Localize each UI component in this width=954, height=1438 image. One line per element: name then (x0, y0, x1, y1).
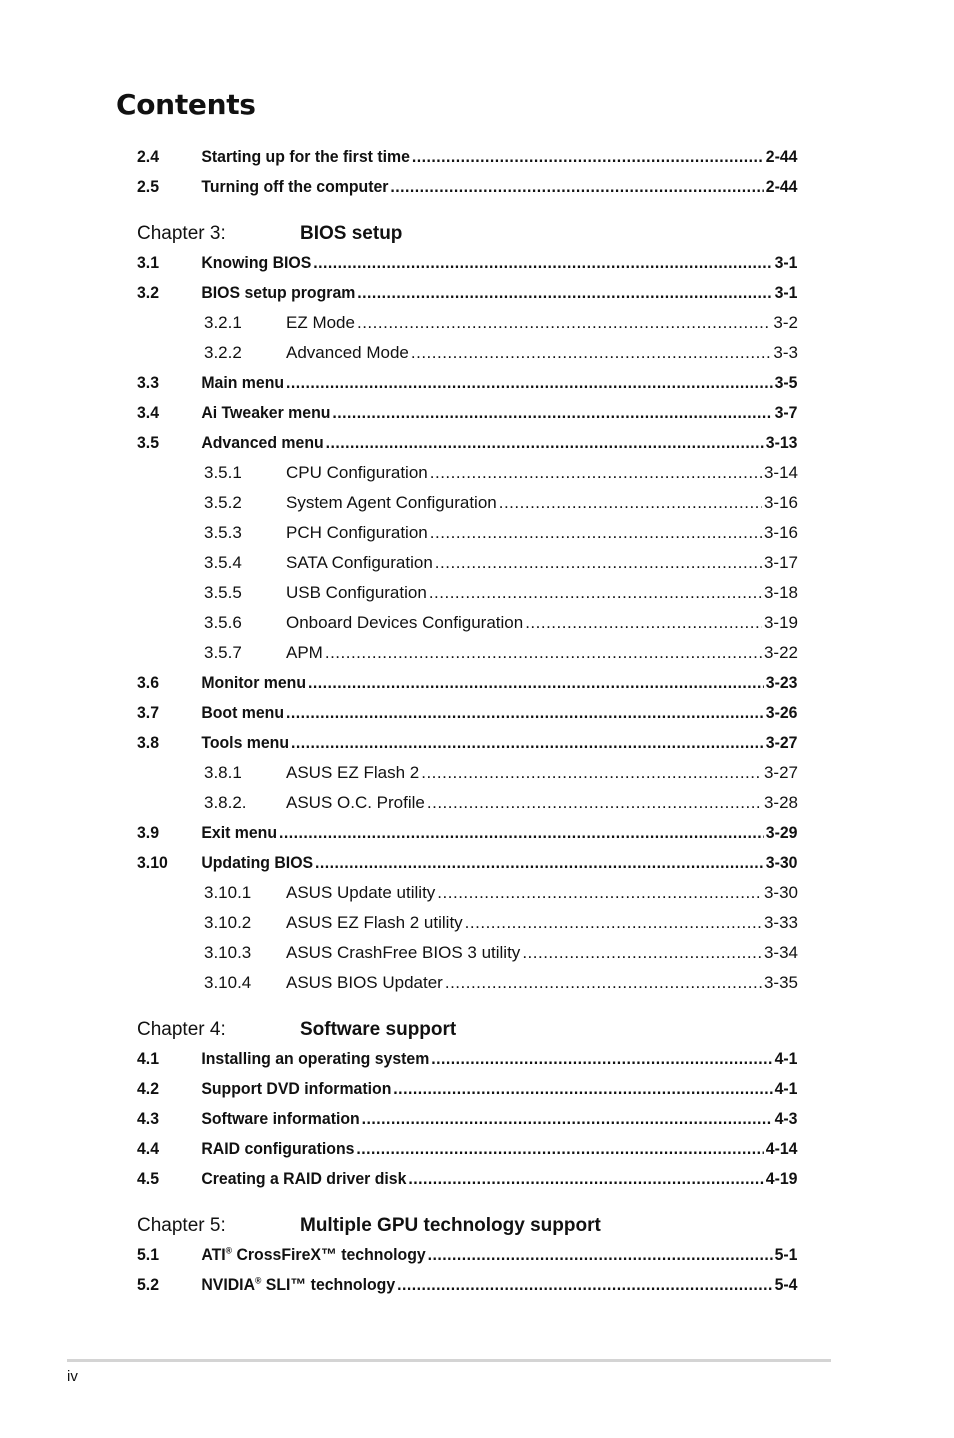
entry-title-text: Knowing BIOS (201, 254, 312, 272)
entry-title-text: BIOS setup program (201, 284, 356, 302)
entry-page: 3-30 (763, 883, 798, 902)
toc-entry[interactable] (137, 968, 798, 998)
chapter-label: Chapter 5: (137, 1215, 226, 1236)
entry-number: 3.3 (137, 374, 160, 392)
entry-title-text: Software information (201, 1110, 360, 1128)
entry-title-text: Exit menu (201, 824, 278, 842)
entry-number: 3.2.1 (204, 313, 242, 332)
entry-title-text: Tools menu (201, 734, 290, 752)
toc-entry[interactable] (137, 1134, 797, 1164)
dot-leader (279, 818, 764, 848)
entry-title-text: Onboard Devices Configuration (286, 613, 524, 632)
entry-title (286, 878, 435, 908)
toc-entry[interactable] (137, 728, 797, 758)
entry-title (286, 458, 428, 488)
dot-leader (308, 668, 764, 698)
entry-number: 3.5.3 (204, 523, 242, 542)
chapter-title: Multiple GPU technology support (300, 1215, 601, 1236)
entry-title (286, 488, 497, 518)
entry-title-text: System Agent Configuration (286, 493, 497, 512)
dot-leader (412, 142, 764, 172)
entry-page: 3-3 (773, 343, 798, 362)
entry-page: 4-14 (765, 1140, 798, 1158)
entry-title-text: Turning off the computer (201, 178, 389, 196)
toc-entry[interactable] (137, 908, 798, 938)
entry-title (201, 1074, 391, 1104)
entry-page: 3-27 (765, 734, 798, 752)
toc-entry[interactable] (137, 1104, 797, 1134)
entry-page: 3-14 (763, 463, 798, 482)
dot-leader (326, 428, 764, 458)
entry-title (286, 758, 419, 788)
dot-leader (332, 398, 772, 428)
toc-entry[interactable] (137, 818, 797, 848)
entry-title-text: ASUS O.C. Profile (286, 793, 425, 812)
dot-leader (428, 1240, 773, 1270)
dot-leader (362, 1104, 773, 1134)
entry-title (286, 338, 409, 368)
chapter-heading (137, 1194, 798, 1240)
entry-title (201, 818, 277, 848)
entry-page: 3-13 (765, 434, 798, 452)
entry-title (201, 1104, 359, 1134)
dot-leader (421, 758, 762, 788)
entry-title-text: CPU Configuration (286, 463, 428, 482)
dot-leader (427, 788, 762, 818)
entry-title (201, 278, 355, 308)
entry-number: 3.8.1 (204, 763, 242, 782)
chapter-heading (137, 998, 798, 1044)
dot-leader (437, 878, 762, 908)
chapter-heading (137, 202, 798, 248)
entry-number: 3.5.1 (204, 463, 242, 482)
entry-page: 3-1 (774, 284, 798, 302)
entry-title-text: Advanced menu (201, 434, 324, 452)
toc-entry[interactable] (137, 172, 797, 202)
toc-entry[interactable] (137, 788, 798, 818)
entry-title-text: Monitor menu (201, 674, 307, 692)
entry-title-text: NVIDIA (201, 1276, 256, 1294)
entry-number: 3.5.2 (204, 493, 242, 512)
toc-entry[interactable] (137, 878, 798, 908)
entry-title (286, 608, 523, 638)
entry-number: 3.8.2. (204, 793, 247, 812)
toc-entry[interactable] (137, 368, 797, 398)
entry-page: 3-27 (763, 763, 798, 782)
entry-title (201, 368, 284, 398)
entry-title (201, 668, 306, 698)
entry-number: 3.10 (137, 854, 168, 872)
entry-page: 3-26 (765, 704, 798, 722)
entry-page: 5-4 (774, 1276, 798, 1294)
toc-entry[interactable] (137, 1164, 797, 1194)
entry-title (201, 728, 289, 758)
entry-page: 3-17 (763, 553, 798, 572)
entry-title-text: SATA Configuration (286, 553, 433, 572)
entry-page: 3-16 (763, 523, 798, 542)
toc-entry[interactable] (137, 142, 797, 172)
dot-leader (286, 698, 764, 728)
toc-entry[interactable] (137, 518, 798, 548)
entry-title-text: Installing an operating system (201, 1050, 430, 1068)
entry-number: 2.4 (137, 148, 160, 166)
toc-entry[interactable] (137, 698, 797, 728)
page-number: iv (67, 1368, 78, 1385)
entry-page: 3-35 (763, 973, 798, 992)
entry-title-text: ASUS CrashFree BIOS 3 utility (286, 943, 521, 962)
entry-title (201, 172, 388, 202)
entry-number: 4.4 (137, 1140, 160, 1158)
toc-entry[interactable] (137, 1044, 797, 1074)
entry-number: 3.2 (137, 284, 160, 302)
dot-leader (315, 848, 764, 878)
entry-title-text: ASUS Update utility (286, 883, 436, 902)
chapter-label: Chapter 4: (137, 1019, 226, 1040)
entry-title-text: Boot menu (201, 704, 285, 722)
entry-page: 3-30 (765, 854, 798, 872)
chapter-label: Chapter 3: (137, 223, 226, 244)
entry-number: 4.2 (137, 1080, 160, 1098)
dot-leader (411, 338, 772, 368)
entry-page: 3-1 (774, 254, 798, 272)
toc-entry[interactable] (137, 608, 798, 638)
entry-number: 3.5.4 (204, 553, 242, 572)
entry-page: 3-5 (774, 374, 798, 392)
dot-leader (430, 518, 762, 548)
dot-leader (313, 248, 772, 278)
entry-page: 3-34 (763, 943, 798, 962)
toc-entry[interactable] (137, 278, 797, 308)
entry-title-text: Advanced Mode (286, 343, 409, 362)
entry-page: 3-29 (765, 824, 798, 842)
toc-entry[interactable] (137, 938, 798, 968)
entry-title (201, 698, 284, 728)
toc-entry[interactable] (137, 668, 797, 698)
entry-title (201, 1164, 406, 1194)
entry-number: 2.5 (137, 178, 160, 196)
entry-page: 3-16 (763, 493, 798, 512)
entry-page: 4-19 (765, 1170, 798, 1188)
toc-entry[interactable] (137, 1074, 797, 1104)
toc-entry[interactable] (137, 638, 798, 668)
entry-number: 3.2.2 (204, 343, 242, 362)
registered-mark: ® (255, 1275, 262, 1286)
dot-leader (408, 1164, 763, 1194)
entry-title (286, 638, 323, 668)
dot-leader (431, 1044, 772, 1074)
entry-title (201, 1270, 395, 1300)
footer-divider (67, 1359, 831, 1362)
entry-page: 4-1 (774, 1050, 798, 1068)
toc-entry[interactable] (137, 428, 797, 458)
dot-leader (499, 488, 762, 518)
entry-title-text: Ai Tweaker menu (201, 404, 331, 422)
entry-page: 4-3 (774, 1110, 798, 1128)
entry-title-text: RAID configurations (201, 1140, 355, 1158)
entry-number: 3.8 (137, 734, 160, 752)
chapter-title: BIOS setup (300, 223, 403, 244)
entry-number: 4.1 (137, 1050, 160, 1068)
toc-entry[interactable] (137, 248, 797, 278)
dot-leader (291, 728, 764, 758)
entry-title-text: ATI (201, 1246, 226, 1264)
toc-entry[interactable] (137, 308, 798, 338)
entry-number: 5.1 (137, 1246, 160, 1264)
entry-title-rest: CrossFireX™ technology (232, 1246, 426, 1264)
toc-entry[interactable] (137, 758, 798, 788)
dot-leader (356, 1134, 763, 1164)
entry-page: 2-44 (765, 148, 798, 166)
dot-leader (430, 458, 762, 488)
entry-title (286, 908, 463, 938)
entry-title (201, 248, 311, 278)
page-title: Contents (116, 88, 256, 121)
toc-entry[interactable] (137, 338, 798, 368)
entry-title-text: USB Configuration (286, 583, 427, 602)
entry-page: 3-2 (773, 313, 798, 332)
entry-number: 3.10.2 (204, 913, 252, 932)
dot-leader (465, 908, 762, 938)
dot-leader (429, 578, 762, 608)
entry-number: 3.6 (137, 674, 160, 692)
entry-page: 3-18 (763, 583, 798, 602)
entry-number: 3.10.1 (204, 883, 252, 902)
entry-title-rest: SLI™ technology (261, 1276, 396, 1294)
entry-number: 3.5.6 (204, 613, 242, 632)
entry-title (201, 1240, 425, 1270)
entry-number: 3.10.3 (204, 943, 252, 962)
entry-title (201, 1044, 429, 1074)
dot-leader (357, 278, 772, 308)
entry-number: 3.4 (137, 404, 160, 422)
toc-entry[interactable] (137, 1240, 797, 1270)
entry-title-text: ASUS EZ Flash 2 (286, 763, 420, 782)
entry-title (201, 398, 330, 428)
entry-title (286, 788, 425, 818)
entry-page: 5-1 (774, 1246, 798, 1264)
entry-page: 3-33 (763, 913, 798, 932)
entry-title-text: Starting up for the first time (201, 148, 410, 166)
entry-title (201, 428, 323, 458)
entry-title (286, 548, 433, 578)
dot-leader (397, 1270, 773, 1300)
entry-number: 3.1 (137, 254, 160, 272)
registered-mark: ® (225, 1245, 233, 1256)
toc-entry[interactable] (137, 578, 798, 608)
dot-leader (390, 172, 763, 202)
entry-number: 3.7 (137, 704, 160, 722)
entry-number: 4.3 (137, 1110, 160, 1128)
entry-title (286, 578, 427, 608)
entry-page: 2-44 (765, 178, 798, 196)
entry-title-text: APM (286, 643, 323, 662)
table-of-contents (137, 142, 798, 1300)
toc-entry[interactable] (137, 548, 798, 578)
entry-number: 3.5.5 (204, 583, 242, 602)
entry-title (286, 968, 443, 998)
entry-number: 3.5.7 (204, 643, 242, 662)
toc-entry[interactable] (137, 848, 797, 878)
entry-number: 3.5 (137, 434, 160, 452)
entry-title-text: ASUS EZ Flash 2 utility (286, 913, 463, 932)
toc-entry[interactable] (137, 1270, 797, 1300)
entry-title-text: Updating BIOS (201, 854, 314, 872)
dot-leader (445, 968, 762, 998)
entry-title (286, 308, 355, 338)
toc-entry[interactable] (137, 458, 798, 488)
entry-title-text: Support DVD information (201, 1080, 392, 1098)
dot-leader (286, 368, 773, 398)
dot-leader (525, 608, 762, 638)
entry-title-text: Creating a RAID driver disk (201, 1170, 407, 1188)
entry-title (201, 142, 410, 172)
entry-page: 3-28 (763, 793, 798, 812)
entry-title (286, 938, 520, 968)
toc-entry[interactable] (137, 488, 798, 518)
entry-page: 4-1 (774, 1080, 798, 1098)
entry-number: 3.9 (137, 824, 160, 842)
entry-title (201, 1134, 354, 1164)
entry-title-text: EZ Mode (286, 313, 355, 332)
dot-leader (435, 548, 762, 578)
dot-leader (357, 308, 771, 338)
chapter-title: Software support (300, 1019, 457, 1040)
toc-entry[interactable] (137, 398, 797, 428)
dot-leader (393, 1074, 772, 1104)
entry-title (286, 518, 428, 548)
entry-number: 5.2 (137, 1276, 160, 1294)
entry-title-text: ASUS BIOS Updater (286, 973, 443, 992)
entry-page: 3-19 (763, 613, 798, 632)
entry-number: 3.10.4 (204, 973, 252, 992)
entry-page: 3-7 (774, 404, 798, 422)
dot-leader (522, 938, 762, 968)
entry-title-text: Main menu (201, 374, 285, 392)
dot-leader (325, 638, 762, 668)
entry-page: 3-22 (763, 643, 798, 662)
entry-number: 4.5 (137, 1170, 160, 1188)
entry-title-text: PCH Configuration (286, 523, 428, 542)
entry-title (201, 848, 313, 878)
entry-page: 3-23 (765, 674, 798, 692)
